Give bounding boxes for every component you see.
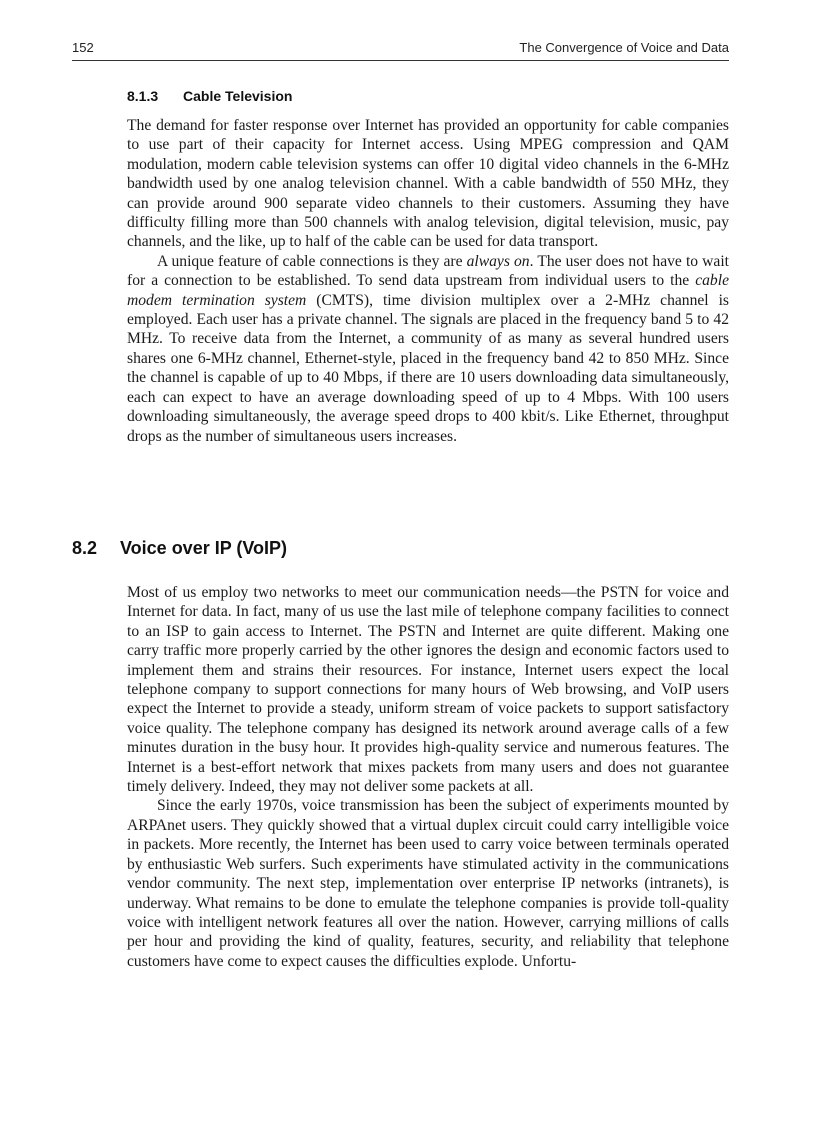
cmts-term: cable modem termination system [127, 272, 729, 309]
paragraph-cable-1: The demand for faster response over Internet has provided an opportunity for cable companies to use part of their capacity for Internet access. Using MPEG compression and QAM modulation, modern cable television systems can offer 10 digital video channels in the 6-MHz bandwidth used by one analog television channel. With a cable bandwidth of 550 MHz, they can provide around 900 separate video channels to their customers. Assuming they have difficulty filling more than 500 channels with analog television, digital television, music, pay channels, and the like, up to half of the cable can be used for data transport. [127, 117, 729, 251]
section-title: Voice over IP (VoIP) [120, 538, 288, 558]
page-number: 152 [72, 40, 94, 55]
paragraph-voip-1: Most of us employ two networks to meet our communication needs—the PSTN for voice and Internet for data. In fact, many of us use the last mile of telephone company facilities to connect to an ISP to gain access to Internet. The PSTN and Internet are quite different. Making one carry traffic more properly carried by the other ignores the design and economic factors used to implement them and strains their resources. For instance, Internet users expect the local telephone company to support connections for many hours of Web browsing, and VoIP users expect the Internet to provide a steady, uniform stream of voice packets to support satisfactory voice quality. The telephone company has designed its network around average calls of a few minutes duration in the busy hour. It provides high-quality service and numerous features. The Internet is a best-effort network that mixes packets from many users and does not guarantee timely delivery. Indeed, they may not deliver some packets at all. [127, 584, 729, 796]
cable-2-part-c: . The user does not have to wait for a connection to be established. To send data upstream from individual users to the [127, 252, 730, 290]
cable-television-body [127, 116, 729, 446]
page-header [72, 40, 729, 61]
subsection-title: Cable Television [183, 88, 293, 104]
cable-2-part-e: (CMTS), time division multiplex over a 2-MHz channel is employed. Each user has a private channel. The signals are placed in the frequency band 5 to 42 MHz. To receive data from the Internet, a community of as many as several hundred users shares one 6-MHz channel, Ethernet-style, placed in the frequency band 42 to 850 MHz. Since the channel is capable of up to 40 Mbps, if there are 10 users downloading data simultaneously, each can expect to have an average downloading speed of up to 4 Mbps. With 100 users downloading simultaneously, the average speed drops to 400 kbit/s. Like Ethernet, throughput drops as the number of simultaneous users increases. [127, 291, 729, 445]
cable-2-part-a: A unique feature of cable connections is they are [157, 252, 467, 270]
section-number: 8.2 [72, 538, 98, 558]
paragraph-voip-2: Since the early 1970s, voice transmission has been the subject of experiments mounted by ARPAnet users. They quickly showed that a virtual duplex circuit could carry intelligible voice in packets. More recently, the Internet has been used to carry voice between terminals operated by enthusiastic Web surfers. Such experiments have stimulated activity in the communications vendor community. The next step, implementation over enterprise IP networks (intranets), is underway. What remains to be done to emulate the telephone companies is provide toll-quality voice with intelligent network features all over the nation. However, carrying millions of calls per hour and providing the kind of quality, features, security, and reliability that telephone customers have come to expect causes the difficulties explode. Unfortu- [127, 797, 729, 970]
running-title: The Convergence of Voice and Data [519, 40, 729, 55]
voip-body [127, 583, 729, 971]
always-on-term: always on [466, 252, 530, 270]
paragraph-cable-2 [127, 252, 729, 446]
subsection-heading [127, 88, 292, 104]
subsection-number: 8.1.3 [127, 88, 159, 104]
section-heading [72, 538, 287, 559]
